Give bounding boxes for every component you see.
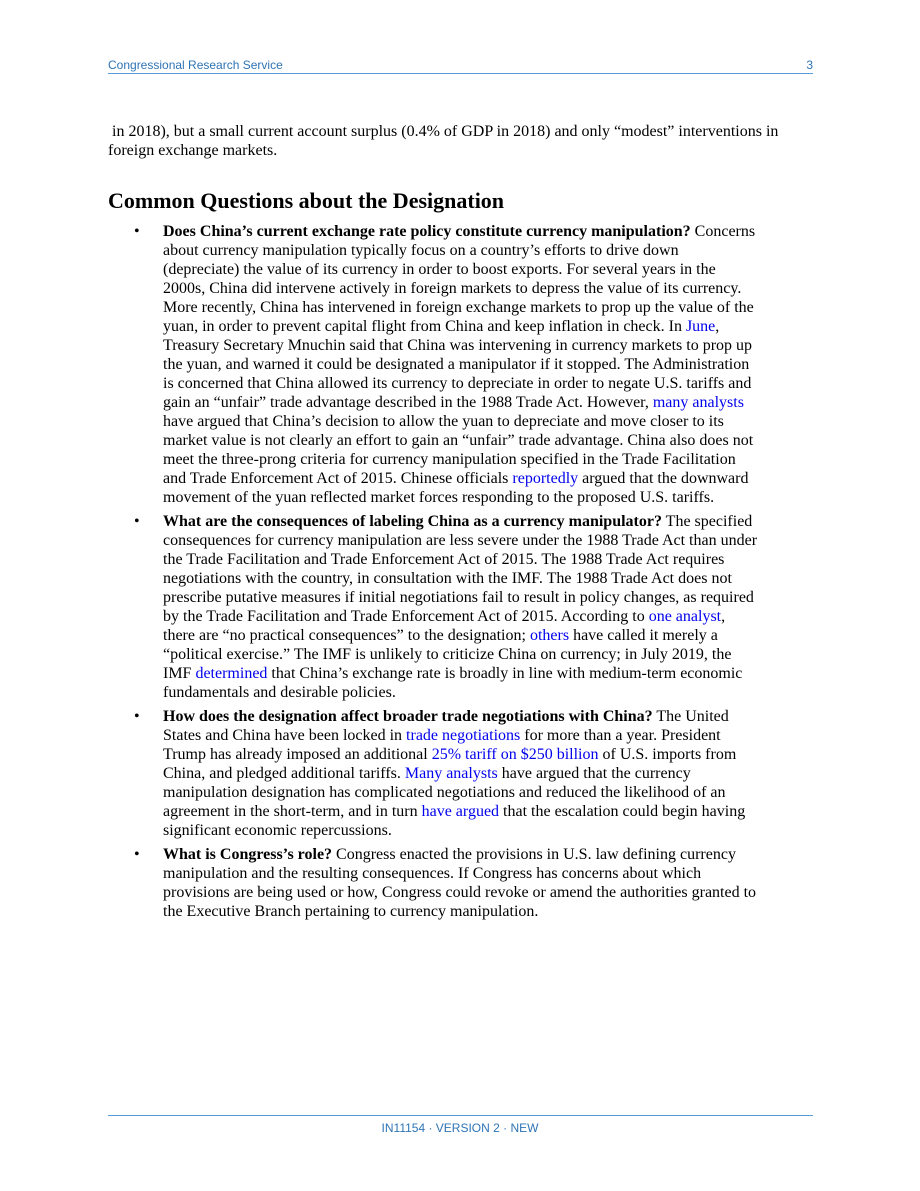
link-many-analysts[interactable]: many analysts — [652, 394, 744, 411]
list-item: • What is Congress’s role? Congress enacted the provisions in U.S. law defining currency manipulation and the resulting consequences. If Congress has concerns about which provisions are being used or how, Congress could revoke or amend the authorities granted to the Executive Branch pertaining to currency manipulation. — [134, 846, 757, 920]
link-many-analysts-2[interactable]: Many analysts — [404, 765, 498, 782]
link-trade-negotiations[interactable]: trade negotiations — [406, 727, 521, 744]
question: What are the consequences of labeling China as a currency manipulator? — [163, 513, 662, 530]
question-list — [108, 222, 808, 921]
list-item: • Does China’s current exchange rate policy constitute currency manipulation? Concerns about currency manipulation typically focus on a country’s efforts to drive down (depreciate) the value of its currency in order to boost exports. For several years in the 2000s, China did intervene actively in foreign markets to depress the value of its currency. More recently, China has intervened in foreign exchange markets to prop up the value of the yuan, in order to prevent capital flight from China and keep inflation in check. In June, Treasury Secretary Mnuchin said that China was intervening in currency markets to prop up the yuan, and warned it could be designated a manipulator if it stopped. The Administration is concerned that China allowed its currency to depreciate in order to negate U.S. tariffs and gain an “unfair” trade advantage described in the 1988 Trade Act. However, many analysts have argued that China’s decision to allow the yuan to depreciate and move closer to its market value is not clearly an effort to gain an “unfair” trade advantage. China also does not meet the three-prong criteria for currency manipulation specified in the Trade Facilitation and Trade Enforcement Act of 2015. Chinese officials reportedly argued that the downward movement of the yuan reflected market forces responding to the proposed U.S. tariffs. — [134, 223, 756, 506]
header-page-number: 3 — [806, 58, 813, 72]
list-item: • What are the consequences of labeling China as a currency manipulator? The specified consequences for currency manipulation are less severe under the 1988 Trade Act than under the Trade Facilitation and Trade Enforcement Act of 2015. The 1988 Trade Act requires negotiations with the country, in consultation with the IMF. The 1988 Trade Act does not prescribe putative measures if initial negotiations fail to result in policy changes, as required by the Trade Facilitation and Trade Enforcement Act of 2015. According to one analyst, there are “no practical consequences” to the designation; others have called it merely a “political exercise.” The IMF is unlikely to criticize China on currency; in July 2019, the IMF determined that China’s exchange rate is broadly in line with medium-term economic fundamentals and desirable policies. — [134, 513, 758, 701]
link-one-analyst[interactable]: one analyst — [648, 608, 722, 625]
question: What is Congress’s role? — [163, 846, 333, 863]
link-others[interactable]: others — [529, 627, 570, 644]
footer-rule — [108, 1115, 813, 1116]
link-tariff[interactable]: 25% tariff on $250 billion — [431, 746, 599, 763]
question: Does China’s current exchange rate policy constitute currency manipulation? — [163, 223, 691, 240]
bullet-icon: • — [134, 846, 140, 863]
link-june[interactable]: June — [685, 318, 716, 335]
bullet-icon: • — [134, 223, 140, 240]
link-reportedly[interactable]: reportedly — [512, 470, 579, 487]
bullet-icon: • — [134, 708, 140, 725]
link-have-argued[interactable]: have argued — [421, 803, 500, 820]
header-rule — [108, 73, 813, 74]
intro-paragraph: in 2018), but a small current account surplus (0.4% of GDP in 2018) and only “modest” interventions in foreign exchange markets. — [108, 123, 779, 159]
question: How does the designation affect broader trade negotiations with China? — [163, 708, 653, 725]
document-body — [108, 122, 808, 926]
page-footer: IN11154 · VERSION 2 · NEW — [381, 1121, 539, 1135]
section-title: Common Questions about the Designation — [108, 188, 505, 213]
link-determined[interactable]: determined — [195, 665, 268, 682]
list-item: • How does the designation affect broader trade negotiations with China? The United States and China have been locked in trade negotiations for more than a year. President Trump has already imposed an additional 25% tariff on $250 billion of U.S. imports from China, and pledged additional tariffs. Many analysts have argued that the currency manipulation designation has complicated negotiations and reduced the likelihood of an agreement in the short-term, and in turn have argued that the escalation could begin having significant economic repercussions. — [134, 708, 746, 839]
bullet-icon: • — [134, 513, 140, 530]
header-org: Congressional Research Service — [108, 58, 283, 72]
